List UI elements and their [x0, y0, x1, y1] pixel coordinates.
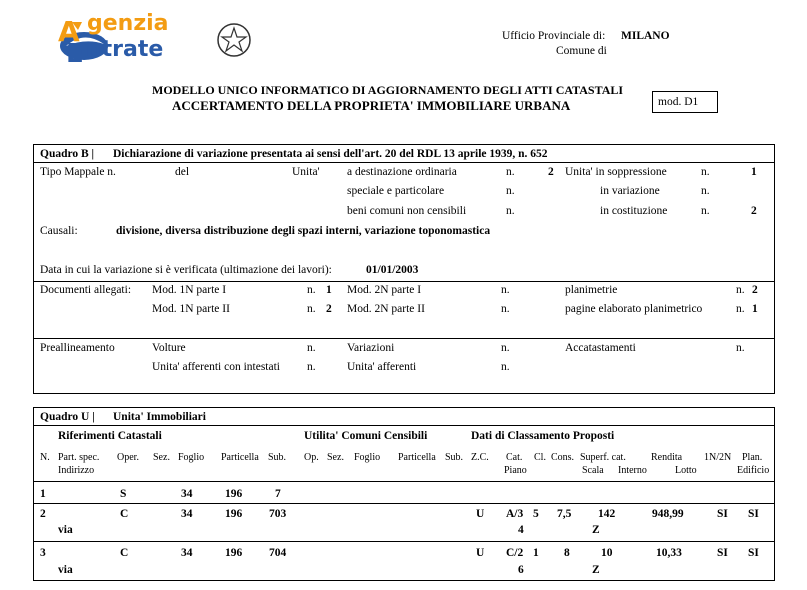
cell-cons: 7,5 [557, 508, 572, 520]
unita-afferenti-n-label: n. [501, 361, 510, 373]
cell-piano: 4 [518, 524, 524, 536]
cell-oper: C [120, 508, 129, 520]
pagine-n-label: n. [736, 303, 745, 315]
variazione-n-label: n. [701, 185, 710, 197]
cell-scala: Z [592, 524, 600, 536]
causali-label: Causali: [40, 225, 78, 237]
quadro-u-title: Quadro U | [40, 411, 95, 423]
rif-catastali-heading: Riferimenti Catastali [58, 430, 162, 442]
col-cons: Cons. [551, 452, 575, 463]
cell-particella: 196 [225, 547, 243, 559]
col-foglio: Foglio [178, 452, 205, 463]
quadro-u-row2-line [33, 541, 775, 542]
mod2n-p2-n-label: n. [501, 303, 510, 315]
soppressione-label: Unita' in soppressione [565, 166, 667, 178]
cell-sub: 7 [275, 488, 281, 500]
cell-sub: 704 [269, 547, 287, 559]
title-line2: ACCERTAMENTO DELLA PROPRIETA' IMMOBILIARE URBANA [172, 98, 571, 113]
cell-superf: 10 [601, 547, 613, 559]
causali-value: divisione, diversa distribuzione degli spazi interni, variazione toponomastica [116, 225, 491, 237]
variazioni-label: Variazioni [347, 342, 395, 354]
planimetrie-n: 2 [752, 284, 758, 296]
dest-ordinaria-label: a destinazione ordinaria [347, 166, 457, 178]
cell-superf: 142 [598, 508, 616, 520]
cell-1n2n: SI [717, 508, 728, 520]
cell-via: via [58, 564, 73, 576]
preallineamento-label: Preallineamento [40, 342, 115, 354]
ufficio-value: MILANO [621, 30, 670, 42]
cell-sub: 703 [269, 508, 287, 520]
cell-zc: U [476, 547, 485, 559]
cell-plan: SI [748, 508, 759, 520]
volture-n-label: n. [307, 342, 316, 354]
cell-via: via [58, 524, 73, 536]
col-n: N. [40, 452, 50, 463]
cell-foglio: 34 [181, 508, 193, 520]
cell-cons: 8 [564, 547, 570, 559]
col-particella2: Particella [398, 452, 436, 463]
data-variazione-value: 01/01/2003 [366, 264, 419, 276]
col-foglio2: Foglio [354, 452, 381, 463]
unita-afferenti-label: Unita' afferenti [347, 361, 417, 373]
speciale-label: speciale e particolare [347, 185, 445, 197]
tipo-mappale-label: Tipo Mappale n. [40, 166, 116, 178]
col-sub: Sub. [268, 452, 287, 463]
dest-ordinaria-n-label: n. [506, 166, 515, 178]
logo-text-agenzia: genzia [87, 11, 169, 36]
col-sub2: Sub. [445, 452, 464, 463]
cell-n: 1 [40, 488, 46, 500]
mod1n-p2-n-label: n. [307, 303, 316, 315]
title-line1: MODELLO UNICO INFORMATICO DI AGGIORNAMENTO DEGLI ATTI CATASTALI [152, 83, 624, 97]
mod1n-p1-n-label: n. [307, 284, 316, 296]
col-plan: Plan. [742, 452, 763, 463]
costituzione-label: in costituzione [600, 205, 668, 217]
mod2n-p1-n-label: n. [501, 284, 510, 296]
col-lotto: Lotto [675, 465, 697, 476]
costituzione-n: 2 [751, 205, 757, 217]
beni-comuni-label: beni comuni non censibili [347, 205, 467, 217]
col-1n2n: 1N/2N [704, 452, 732, 463]
soppressione-n-label: n. [701, 166, 710, 178]
col-cat: Cat. [506, 452, 523, 463]
mod2n-p1-label: Mod. 2N parte I [347, 284, 422, 296]
mod1n-p2-n: 2 [326, 303, 332, 315]
col-part-spec: Part. spec. [58, 452, 100, 463]
svg-text:A: A [58, 15, 80, 48]
col-particella: Particella [221, 452, 259, 463]
svg-text:E: E [66, 39, 84, 68]
accatastamenti-n-label: n. [736, 342, 745, 354]
col-sez2: Sez. [327, 452, 344, 463]
cell-foglio: 34 [181, 488, 193, 500]
cell-oper: S [120, 488, 127, 500]
logo-text-entrate: ntrate [86, 37, 164, 62]
documenti-label: Documenti allegati: [40, 284, 132, 296]
accatastamenti-label: Accatastamenti [565, 342, 636, 354]
pagine-n: 1 [752, 303, 758, 315]
quadro-b-line-prealline [33, 338, 775, 339]
cell-cat: A/3 [506, 508, 524, 520]
unita-intestati-label: Unita' afferenti con intestati [152, 361, 280, 373]
quadro-b-subtitle: Dichiarazione di variazione presentata ai sensi dell'art. 20 del RDL 13 aprile 1939, n. 652 [113, 148, 548, 160]
dest-ordinaria-n: 2 [548, 166, 554, 178]
variazioni-n-label: n. [501, 342, 510, 354]
cell-plan: SI [748, 547, 759, 559]
cell-oper: C [120, 547, 129, 559]
col-piano: Piano [504, 465, 527, 476]
planimetrie-n-label: n. [736, 284, 745, 296]
quadro-b-header-line [33, 162, 775, 163]
mod2n-p2-label: Mod. 2N parte II [347, 303, 425, 315]
mod1n-p2-label: Mod. 1N parte II [152, 303, 230, 315]
quadro-u-header-line [33, 425, 775, 426]
quadro-u-colhead-line [33, 481, 775, 482]
volture-label: Volture [152, 342, 186, 354]
cell-piano: 6 [518, 564, 524, 576]
utilita-heading: Utilita' Comuni Censibili [304, 430, 428, 442]
cell-n: 2 [40, 508, 46, 520]
mod-code: mod. D1 [658, 96, 699, 108]
quadro-b-line-docs [33, 281, 775, 282]
beni-comuni-n-label: n. [506, 205, 515, 217]
ufficio-label: Ufficio Provinciale di: [502, 30, 606, 42]
cell-cl: 5 [533, 508, 539, 520]
variazione-label: in variazione [600, 185, 660, 197]
soppressione-n: 1 [751, 166, 757, 178]
col-indirizzo: Indirizzo [58, 465, 95, 476]
mod1n-p1-label: Mod. 1N parte I [152, 284, 227, 296]
cell-rendita: 948,99 [652, 508, 684, 520]
col-rendita: Rendita [651, 452, 683, 463]
cell-1n2n: SI [717, 547, 728, 559]
unita-intestati-n-label: n. [307, 361, 316, 373]
cell-scala: Z [592, 564, 600, 576]
col-scala: Scala [582, 465, 604, 476]
cell-cat: C/2 [506, 547, 524, 559]
cell-n: 3 [40, 547, 46, 559]
col-oper: Oper. [117, 452, 139, 463]
cell-particella: 196 [225, 488, 243, 500]
data-variazione-label: Data in cui la variazione si è verificata (ultimazione dei lavori): [40, 264, 332, 276]
dati-class-heading: Dati di Classamento Proposti [471, 430, 615, 442]
mod1n-p1-n: 1 [326, 284, 332, 296]
comune-label: Comune di [556, 45, 607, 57]
cell-particella: 196 [225, 508, 243, 520]
costituzione-n-label: n. [701, 205, 710, 217]
pagine-label: pagine elaborato planimetrico [565, 303, 703, 315]
cell-rendita: 10,33 [656, 547, 682, 559]
col-sez: Sez. [153, 452, 170, 463]
quadro-b-title: Quadro B | [40, 148, 95, 160]
speciale-n-label: n. [506, 185, 515, 197]
quadro-u-subtitle: Unita' Immobiliari [113, 411, 206, 423]
cell-foglio: 34 [181, 547, 193, 559]
col-op: Op. [304, 452, 319, 463]
col-edificio: Edificio [737, 465, 770, 476]
quadro-u-row1-line [33, 503, 775, 504]
col-interno: Interno [618, 465, 647, 476]
col-zc: Z.C. [471, 452, 489, 463]
del-label: del [175, 166, 190, 178]
cell-cl: 1 [533, 547, 539, 559]
unita-label: Unita' [292, 166, 320, 178]
col-cl: Cl. [534, 452, 546, 463]
cell-zc: U [476, 508, 485, 520]
col-superf: Superf. cat. [580, 452, 626, 463]
planimetrie-label: planimetrie [565, 284, 618, 296]
